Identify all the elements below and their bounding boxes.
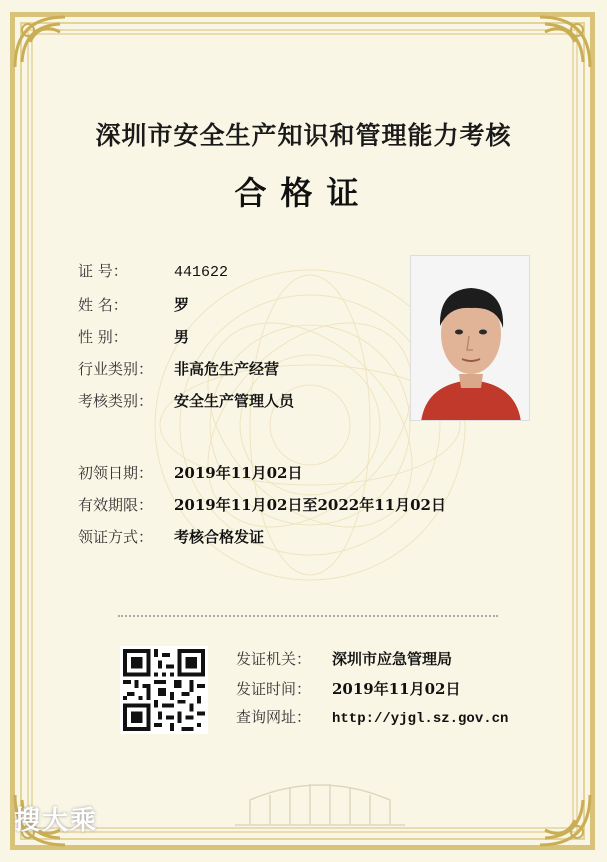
field-label: 领证方式： — [78, 528, 154, 546]
dotted-divider — [118, 615, 498, 617]
first-issue-date-value: 2019年11月02日 — [174, 464, 303, 482]
field-label: 考核类别： — [78, 392, 154, 410]
industry-value: 非高危生产经营 — [174, 360, 280, 378]
field-label: 姓 名： — [78, 296, 128, 314]
issuer-authority-value: 深圳市应急管理局 — [332, 650, 453, 668]
field-issue-method — [78, 526, 264, 548]
corner-ornament — [10, 12, 70, 72]
exam-type-value: 安全生产管理人员 — [174, 392, 295, 410]
field-validity-period — [78, 494, 446, 516]
gender-value: 男 — [174, 328, 190, 346]
cert-number-value: 441622 — [174, 264, 229, 281]
certificate-title: 深圳市安全生产知识和管理能力考核 — [95, 121, 512, 150]
issue-time — [236, 678, 461, 700]
issuer-authority — [236, 648, 452, 670]
issue-time-value: 2019年11月02日 — [332, 680, 461, 698]
watermark-logo: 搜大乘 — [14, 806, 99, 836]
building-watermark-icon — [230, 770, 410, 830]
name-value: 罗 — [174, 296, 190, 314]
issuer-label: 查询网址： — [236, 708, 312, 726]
corner-ornament — [535, 790, 595, 850]
issuer-label: 发证时间： — [236, 680, 312, 698]
holder-photo — [410, 255, 530, 421]
qr-code[interactable] — [120, 646, 208, 734]
field-cert-number — [78, 260, 228, 282]
field-label: 初领日期： — [78, 464, 154, 482]
issue-method-value: 考核合格发证 — [174, 528, 265, 546]
field-industry — [78, 358, 279, 380]
validity-period-value: 2019年11月02日至2022年11月02日 — [174, 496, 446, 514]
field-name — [78, 294, 189, 316]
field-label: 证 号： — [78, 262, 128, 280]
field-exam-type — [78, 390, 294, 412]
field-label: 行业类别： — [78, 360, 154, 378]
query-url — [236, 706, 508, 728]
field-first-issue-date — [78, 462, 303, 484]
certificate-subtitle: 合格证 — [234, 174, 373, 212]
corner-ornament — [535, 12, 595, 72]
query-url-link[interactable]: http://yjgl.sz.gov.cn — [332, 711, 509, 727]
field-gender — [78, 326, 189, 348]
field-label: 性 别： — [78, 328, 128, 346]
issuer-label: 发证机关： — [236, 650, 312, 668]
field-label: 有效期限： — [78, 496, 154, 514]
